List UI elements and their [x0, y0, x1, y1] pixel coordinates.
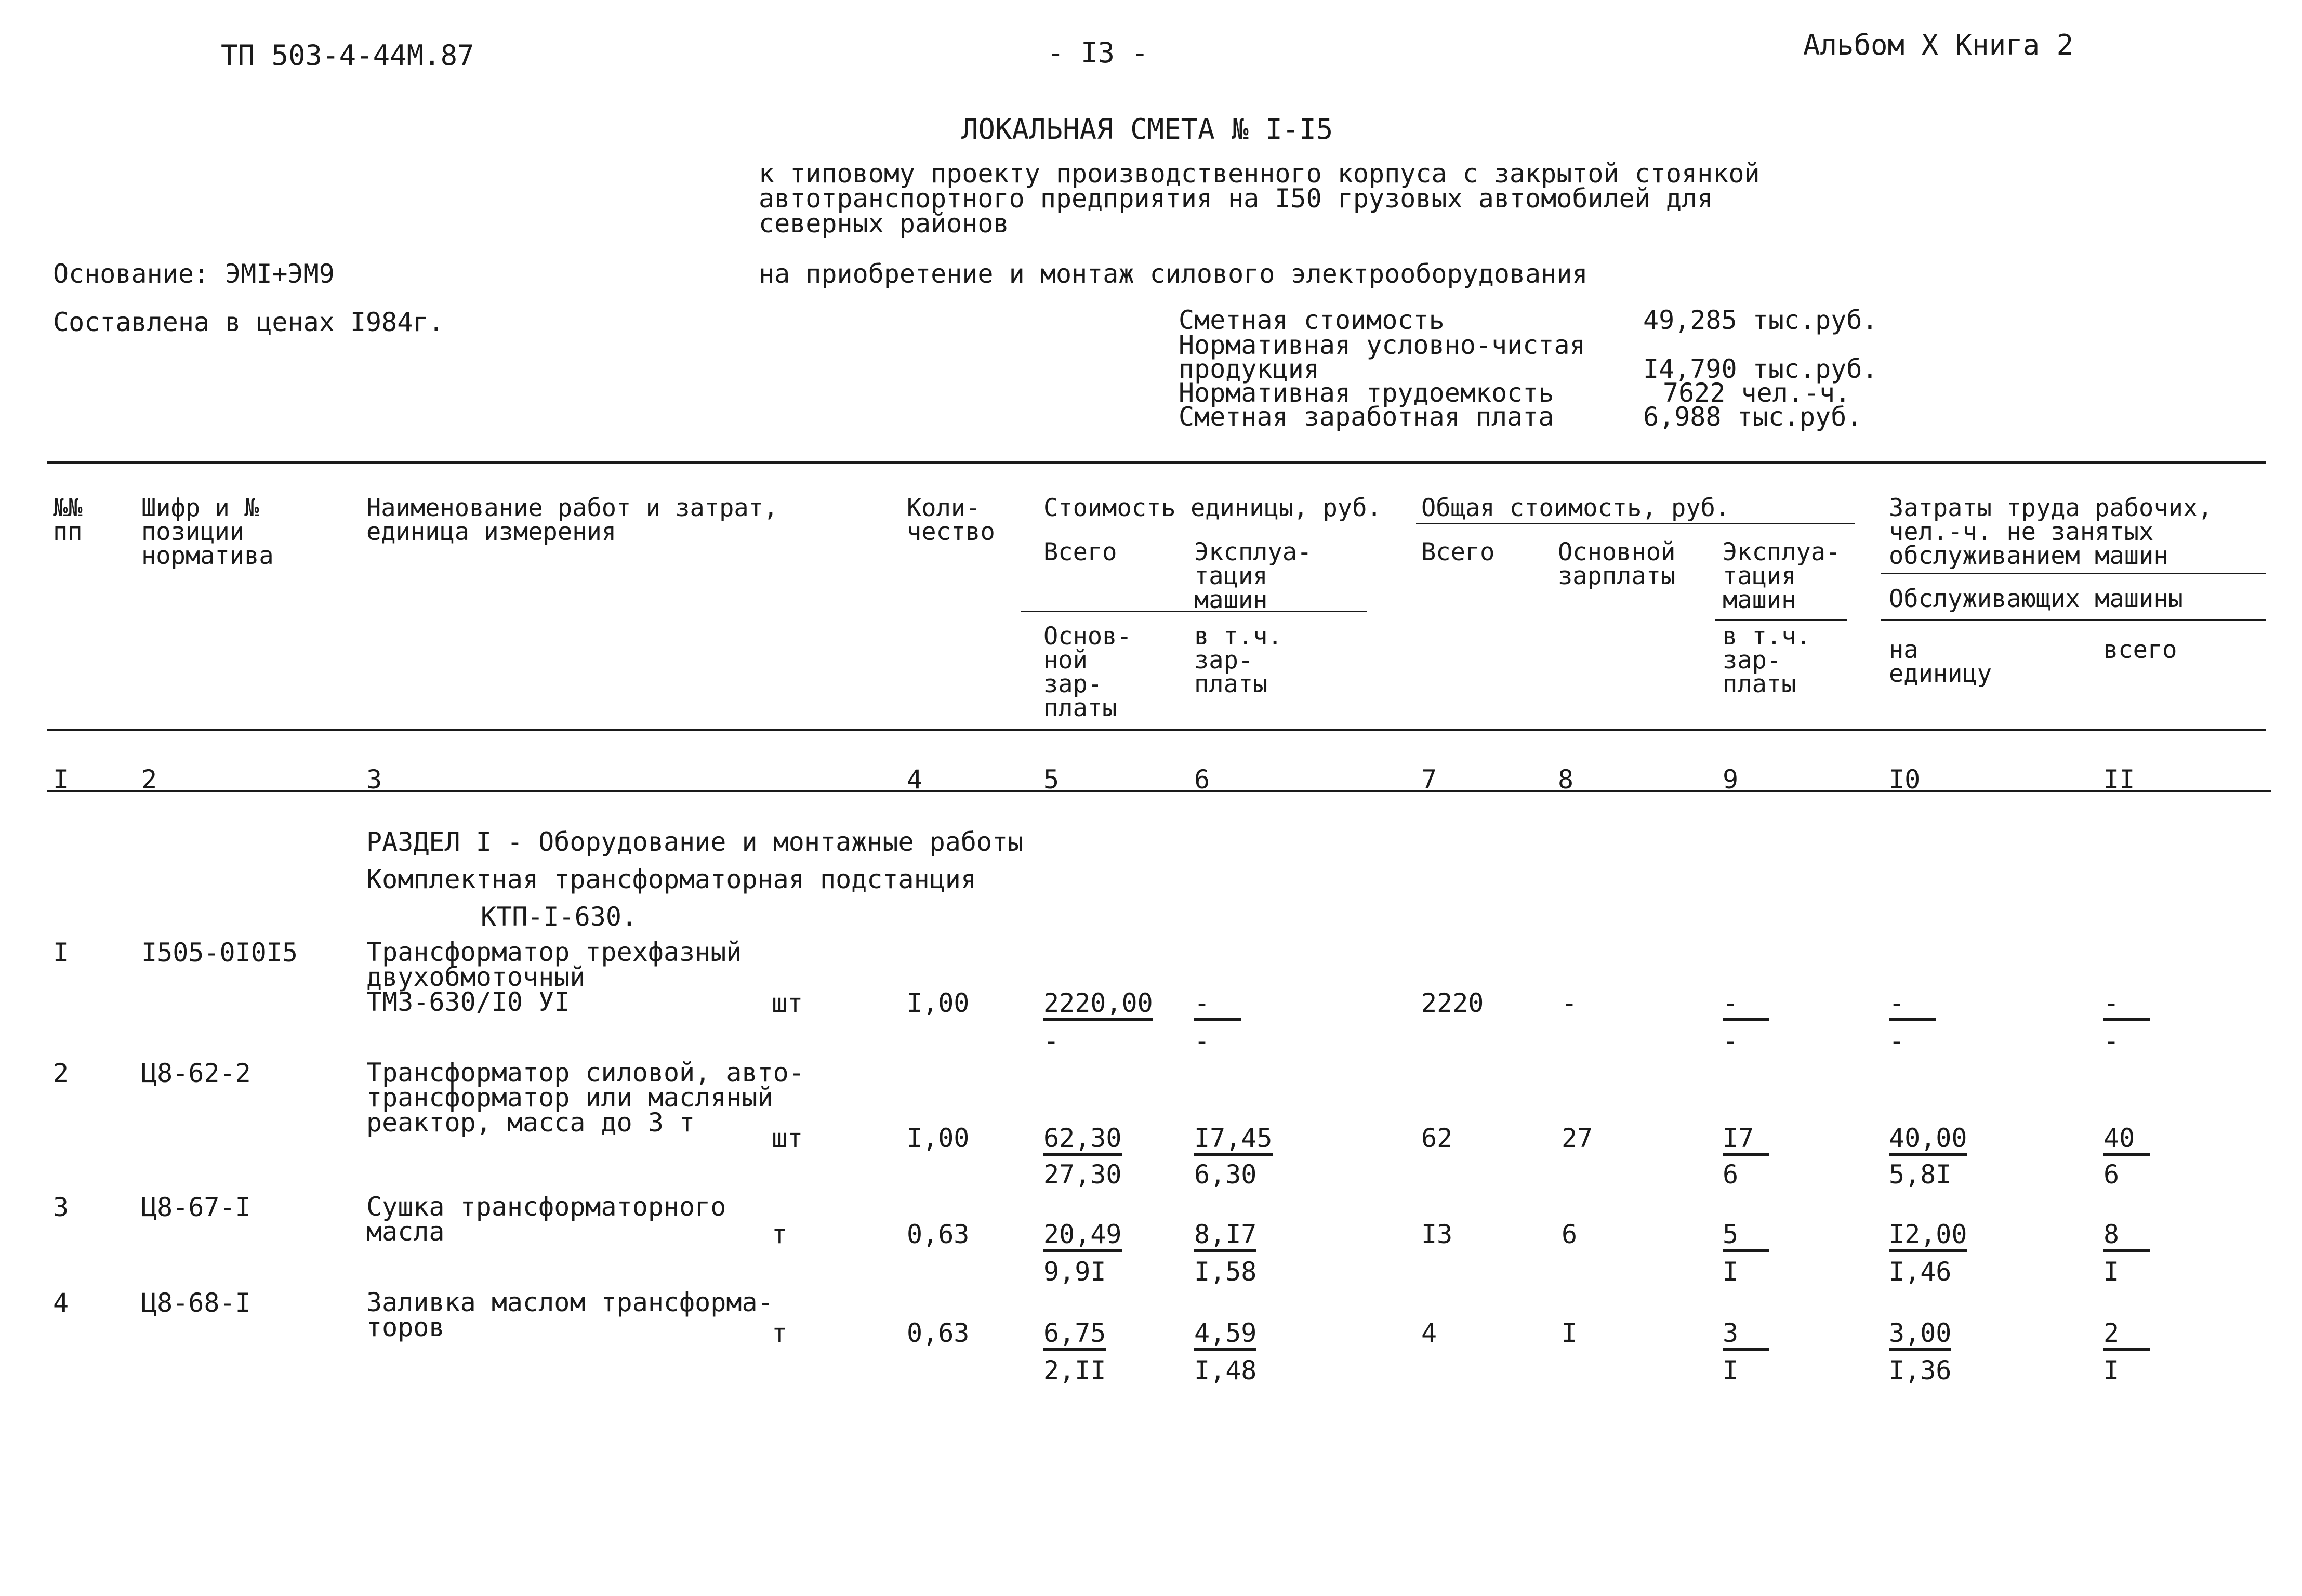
row-unit: т	[772, 1219, 788, 1249]
row-labor-all-servicing: I	[2103, 1355, 2120, 1386]
row-unit-basic-wages: 2,II	[1043, 1355, 1106, 1386]
col-head-name: Наименование работ и затрат, единица измерения	[366, 494, 778, 546]
row-labor-per-unit: I2,00	[1889, 1221, 1967, 1252]
col-head-total-wages: Основной зарплаты	[1558, 538, 1676, 590]
row-labor-per-unit-servicing: I,46	[1889, 1257, 1952, 1287]
row-qty: 0,63	[907, 1318, 970, 1348]
servicing-subrule	[1881, 619, 2266, 621]
row-unit-machines: -	[1194, 990, 1241, 1021]
col-head-total-machines: Эксплуа- тация машин	[1723, 538, 1841, 614]
row-total-machines: I7	[1723, 1125, 1769, 1156]
col-head-unit-total: Всего	[1043, 538, 1117, 566]
row-total-wages: I	[1562, 1318, 1578, 1348]
column-number: 6	[1194, 764, 1210, 795]
row-unit-total: 2220,00	[1043, 990, 1153, 1021]
summary-label: продукция	[1179, 354, 1319, 384]
section-title: РАЗДЕЛ I - Оборудование и монтажные работы	[366, 827, 1024, 857]
row-labor-per-unit-servicing: I,36	[1889, 1355, 1952, 1386]
row-unit: шт	[772, 988, 803, 1018]
subtitle-line-2: автотранспортного предприятия на I50 грузовых автомобилей для	[759, 183, 1713, 214]
row-name: Трансформатор силовой, авто- трансформатор или масляный реактор, масса до 3 т	[366, 1058, 804, 1138]
summary-value: 7622 чел.-ч.	[1663, 378, 1851, 408]
col-head-unit-cost: Стоимость единицы, руб.	[1043, 494, 1382, 522]
row-total-machines: -	[1723, 990, 1769, 1021]
header-bottom-rule	[47, 729, 2266, 731]
row-unit-total: 62,30	[1043, 1125, 1122, 1156]
column-number: II	[2103, 764, 2135, 795]
column-number: 5	[1043, 764, 1060, 795]
album-info: Альбом X Книга 2	[1803, 29, 2074, 61]
row-total-machine-wages: 6	[1723, 1159, 1739, 1190]
summary-value: I4,790 тыс.руб.	[1643, 354, 1878, 384]
row-total-machines: 3	[1723, 1320, 1769, 1351]
row-labor-per-unit-servicing: -	[1889, 1026, 1905, 1056]
column-number: 9	[1723, 764, 1739, 795]
column-number: 8	[1558, 764, 1574, 795]
row-unit-basic-wages: 27,30	[1043, 1159, 1122, 1190]
row-unit: т	[772, 1318, 788, 1348]
row-unit-machines: 4,59	[1194, 1320, 1256, 1351]
col-head-labor: Затраты труда рабочих, чел.-ч. не занятых обслуживанием машин	[1889, 494, 2213, 570]
col-head-servicing: Обслуживающих машины	[1889, 585, 2183, 613]
row-total-machine-wages: -	[1723, 1026, 1739, 1056]
column-number: I0	[1889, 764, 1921, 795]
row-unit-basic-wages: -	[1043, 1026, 1060, 1056]
row-unit-total: 6,75	[1043, 1320, 1106, 1351]
document-title: ЛОКАЛЬНАЯ СМЕТА № I-I5	[961, 113, 1333, 146]
basis-line: Основание: ЭМI+ЭМ9	[53, 259, 335, 289]
summary-label: Сметная заработная плата	[1179, 402, 1554, 432]
row-unit-total: 20,49	[1043, 1221, 1122, 1252]
price-level: Составлена в ценах I984г.	[53, 307, 444, 337]
row-total-machines: 5	[1723, 1221, 1769, 1252]
row-total-wages: -	[1562, 988, 1578, 1018]
page-number: - I3 -	[1047, 36, 1149, 69]
row-code: Ц8-62-2	[141, 1058, 251, 1088]
row-total-all: 4	[1421, 1318, 1437, 1348]
row-total-all: 62	[1421, 1123, 1453, 1153]
row-num: I	[53, 938, 69, 968]
col-head-per-unit: на единицу	[1889, 636, 1992, 688]
col-head-unit-basic-wages: Основ- ной зар- платы	[1043, 622, 1132, 722]
row-unit-basic-wages: 9,9I	[1043, 1257, 1106, 1287]
row-unit: шт	[772, 1123, 803, 1153]
col-head-total-all: Всего	[1421, 538, 1495, 566]
row-qty: I,00	[907, 1123, 970, 1153]
col-head-qty: Коли- чество	[907, 494, 995, 546]
row-qty: 0,63	[907, 1219, 970, 1249]
row-labor-all: -	[2103, 990, 2150, 1021]
subtitle-line-1: к типовому проекту производственного корпуса с закрытой стоянкой	[759, 159, 1760, 189]
row-num: 3	[53, 1192, 69, 1222]
total-cost-rule	[1416, 523, 1855, 524]
subsection-title: КТП-I-630.	[481, 902, 638, 932]
row-code: I505-0I0I5	[141, 938, 298, 968]
row-total-all: 2220	[1421, 988, 1484, 1018]
row-labor-per-unit: 40,00	[1889, 1125, 1967, 1156]
col-head-num: №№ пп	[53, 494, 83, 546]
row-labor-per-unit: 3,00	[1889, 1320, 1951, 1351]
row-total-wages: 6	[1562, 1219, 1578, 1249]
row-unit-machine-wages: I,58	[1194, 1257, 1257, 1287]
row-labor-all: 8	[2103, 1221, 2150, 1252]
row-unit-machine-wages: 6,30	[1194, 1159, 1257, 1190]
summary-value: 49,285 тыс.руб.	[1643, 305, 1878, 335]
row-labor-all-servicing: -	[2103, 1026, 2120, 1056]
column-number: 7	[1421, 764, 1437, 795]
row-total-wages: 27	[1562, 1123, 1593, 1153]
labor-rule	[1881, 573, 2266, 574]
summary-label: Сметная стоимость	[1179, 305, 1445, 335]
row-labor-all-servicing: I	[2103, 1257, 2120, 1287]
doc-code: ТП 503-4-44М.87	[221, 39, 474, 72]
row-total-machine-wages: I	[1723, 1355, 1739, 1386]
row-name: Трансформатор трехфазный двухобмоточный ТМЗ-630/I0 УI	[366, 937, 742, 1017]
column-number: 3	[366, 764, 382, 795]
row-unit-machine-wages: -	[1194, 1026, 1210, 1056]
row-labor-per-unit-servicing: 5,8I	[1889, 1159, 1952, 1190]
column-number: 4	[907, 764, 923, 795]
col-head-total-cost: Общая стоимость, руб.	[1421, 494, 1730, 522]
col-head-all: всего	[2103, 636, 2177, 664]
row-unit-machines: I7,45	[1194, 1125, 1273, 1156]
row-labor-all: 40	[2103, 1125, 2150, 1156]
col-head-unit-machine-wages: в т.ч. зар- платы	[1194, 622, 1282, 698]
row-unit-machines: 8,I7	[1194, 1221, 1256, 1252]
row-name: Сушка трансформаторного масла	[366, 1192, 726, 1247]
col-head-code: Шифр и № позиции норматива	[141, 494, 274, 570]
row-code: Ц8-67-I	[141, 1192, 251, 1222]
row-labor-all-servicing: 6	[2103, 1159, 2120, 1190]
machine-subrule	[1715, 619, 1847, 621]
row-code: Ц8-68-I	[141, 1288, 251, 1318]
row-total-all: I3	[1421, 1219, 1453, 1249]
row-unit-machine-wages: I,48	[1194, 1355, 1257, 1386]
row-labor-per-unit: -	[1889, 990, 1936, 1021]
subtitle-line-3: северных районов	[759, 208, 1009, 239]
row-qty: I,00	[907, 988, 970, 1018]
column-number: I	[53, 764, 69, 795]
row-num: 2	[53, 1058, 69, 1088]
summary-label: Нормативная условно-чистая	[1179, 330, 1585, 360]
table-top-rule	[47, 461, 2266, 464]
column-number: 2	[141, 764, 157, 795]
row-name: Заливка маслом трансформа- торов	[366, 1287, 773, 1342]
col-head-unit-machines: Эксплуа- тация машин	[1194, 538, 1312, 614]
subsection-title: Комплектная трансформаторная подстанция	[366, 864, 976, 894]
summary-value: 6,988 тыс.руб.	[1643, 402, 1862, 432]
row-num: 4	[53, 1288, 69, 1318]
row-labor-all: 2	[2103, 1320, 2150, 1351]
summary-label: Нормативная трудоемкость	[1179, 378, 1554, 408]
row-total-machine-wages: I	[1723, 1257, 1739, 1287]
col-head-total-machine-wages: в т.ч. зар- платы	[1723, 622, 1811, 698]
purpose-line: на приобретение и монтаж силового электрооборудования	[759, 259, 1588, 289]
